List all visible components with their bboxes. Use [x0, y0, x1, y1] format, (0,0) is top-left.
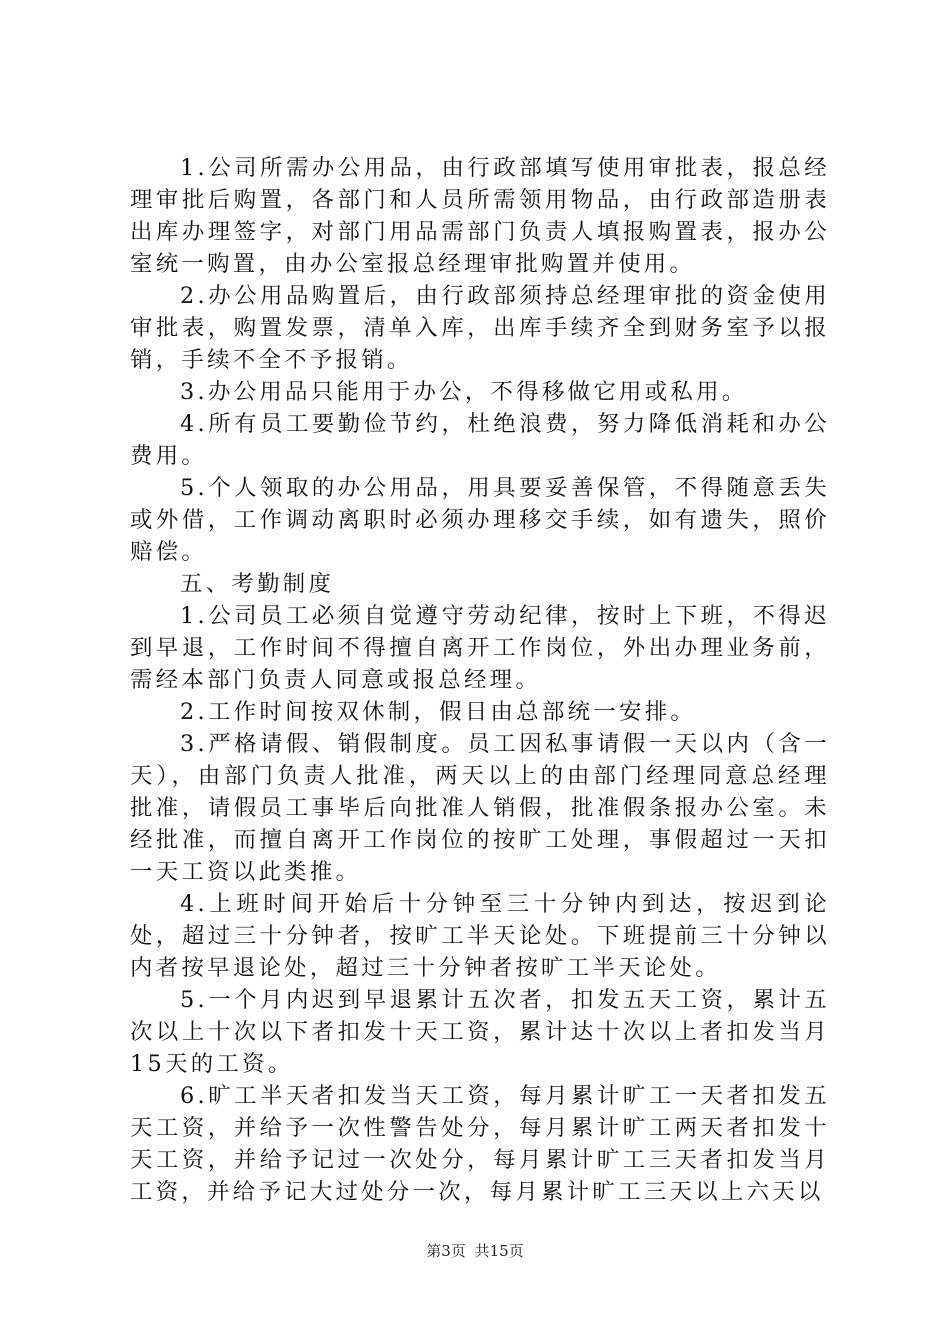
document-body	[130, 152, 830, 1208]
page-total: 共15页	[474, 1242, 524, 1260]
paragraph-office-supplies-4: 4.所有员工要勤俭节约，杜绝浪费，努力降低消耗和办公费用。	[130, 411, 830, 469]
paragraph-office-supplies-3: 3.办公用品只能用于办公，不得移做它用或私用。	[180, 379, 748, 405]
paragraph-attendance-1: 1.公司员工必须自觉遵守劳动纪律，按时上下班，不得迟到早退，工作时间不得擅自离开工作岗位，外出办理业务前，需经本部门负责人同意或报总经理。	[130, 603, 830, 693]
paragraph-attendance-2: 2.工作时间按双休制，假日由总部统一安排。	[180, 699, 697, 725]
page-footer	[0, 1241, 950, 1261]
paragraph-attendance-6: 6.旷工半天者扣发当天工资，每月累计旷工一天者扣发五天工资，并给予一次性警告处分，每月累计旷工两天者扣发十天工资，并给予记过一次处分，每月累计旷工三天者扣发当月工资，并给予记大过处分一次，每月累计旷工三天以上六天以	[130, 1083, 830, 1205]
paragraph-office-supplies-2: 2.办公用品购置后，由行政部须持总经理审批的资金使用审批表，购置发票，清单入库，出库手续齐全到财务室予以报销，手续不全不予报销。	[130, 283, 830, 373]
paragraph-office-supplies-1: 1.公司所需办公用品，由行政部填写使用审批表，报总经理审批后购置，各部门和人员所需领用物品，由行政部造册表出库办理签字，对部门用品需部门负责人填报购置表，报办公室统一购置，由办公室报总经理审批购置并使用。	[130, 155, 830, 277]
section-heading-attendance: 五、考勤制度	[180, 571, 335, 597]
paragraph-attendance-4: 4.上班时间开始后十分钟至三十分钟内到达，按迟到论处，超过三十分钟者，按旷工半天论处。下班提前三十分钟以内者按早退论处，超过三十分钟者按旷工半天论处。	[130, 891, 830, 981]
paragraph-attendance-5: 5.一个月内迟到早退累计五次者，扣发五天工资，累计五次以上十次以下者扣发十天工资，累计达十次以上者扣发当月15天的工资。	[130, 987, 830, 1077]
paragraph-attendance-3: 3.严格请假、销假制度。员工因私事请假一天以内（含一天），由部门负责人批准，两天以上的由部门经理同意总经理批准，请假员工事毕后向批准人销假，批准假条报办公室。未经批准，而擅自离开工作岗位的按旷工处理，事假超过一天扣一天工资以此类推。	[130, 731, 830, 885]
page-number: 第3页	[426, 1242, 466, 1260]
paragraph-office-supplies-5: 5.个人领取的办公用品，用具要妥善保管，不得随意丢失或外借，工作调动离职时必须办理移交手续，如有遗失，照价赔偿。	[130, 475, 830, 565]
